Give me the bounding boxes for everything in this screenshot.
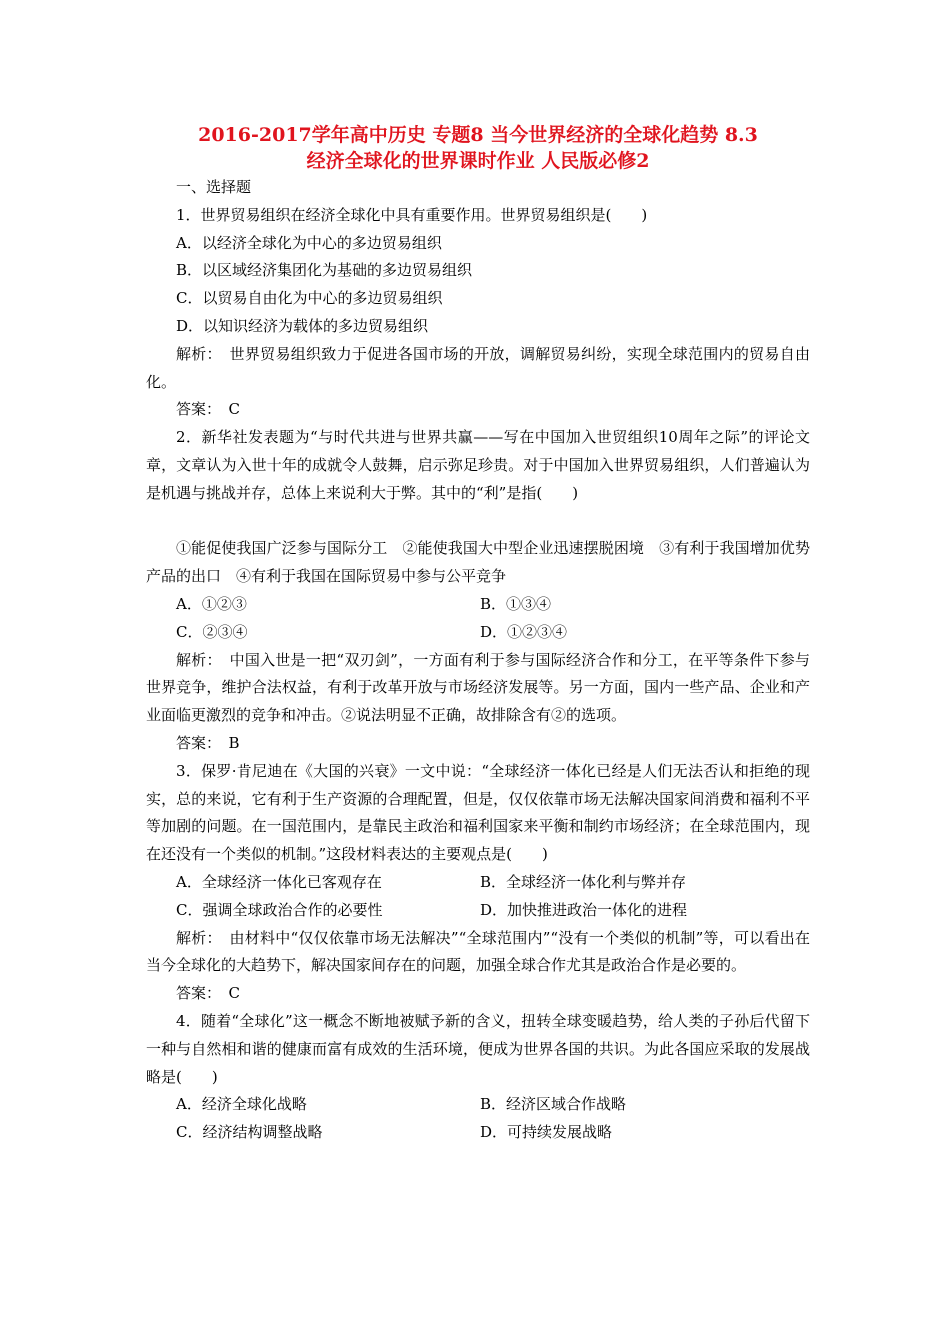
question-1 <box>146 202 810 424</box>
option-row <box>146 1119 810 1147</box>
option-d: D．①②③④ <box>480 622 568 641</box>
question-stem: 2．新华社发表题为“与时代共进与世界共赢——写在中国加入世贸组织10周年之际”的评论文章，文章认为入世十年的成就令人鼓舞，启示弥足珍贵。对于中国加入世界贸易组织，人们普遍认为是机遇与挑战并存，总体上来说利大于弊。其中的“利”是指( ) <box>146 428 810 502</box>
document-page <box>146 122 810 1147</box>
analysis: 解析： 由材料中“仅仅依靠市场无法解决”“全球范围内”“没有一个类似的机制”等，可以看出在当今全球化的大趋势下，解决国家间存在的问题，加强全球合作尤其是政治合作是必要的。 <box>146 928 810 975</box>
option-d: D．可持续发展战略 <box>480 1123 613 1142</box>
option-d: D．以知识经济为载体的多边贸易组织 <box>176 316 429 335</box>
question-stem: 4．随着“全球化”这一概念不断地被赋予新的含义，扭转全球变暖趋势，给人类的子孙后代留下一种与自然相和谐的健康而富有成效的生活环境，便成为世界各国的共识。为此各国应采取的发展战略是( ) <box>146 1011 810 1086</box>
option-row <box>146 619 810 647</box>
answer: 答案： C <box>176 984 240 1003</box>
option-row <box>146 897 810 925</box>
option-b: B．全球经济一体化利与弊并存 <box>480 872 687 891</box>
question-4 <box>146 1008 810 1147</box>
analysis: 解析： 世界贸易组织致力于促进各国市场的开放，调解贸易纠纷，实现全球范围内的贸易自由化。 <box>146 344 810 391</box>
analysis: 解析： 中国入世是一把“双刃剑”，一方面有利于参与国际经济合作和分工，在平等条件下参与世界竞争，维护合法权益，有利于改革开放与市场经济发展等。另一方面，国内一些产品、企业和产业面临更激烈的竞争和冲击。②说法明显不正确，故排除含有②的选项。 <box>146 650 810 725</box>
option-a: A．经济全球化战略 <box>176 1095 307 1114</box>
option-row <box>146 869 810 897</box>
answer: 答案： C <box>176 400 240 419</box>
option-b: B．经济区域合作战略 <box>480 1095 627 1114</box>
option-row <box>146 591 810 619</box>
question-stem: 3．保罗·肯尼迪在《大国的兴衰》一文中说：“全球经济一体化已经是人们无法否认和拒绝的现实，总的来说，它有利于生产资源的合理配置，但是，仅仅依靠市场无法解决国家间消费和福利不平等加剧的问题。在一国范围内，是靠民主政治和福利国家来平衡和制约市场经济；在全球范围内，现在还没有一个类似的机制。”这段材料表达的主要观点是( ) <box>146 761 810 864</box>
question-2 <box>146 424 810 758</box>
title-line-1: 2016-2017学年高中历史 专题8 当今世界经济的全球化趋势 8.3 <box>198 124 758 146</box>
question-stem: 1．世界贸易组织在经济全球化中具有重要作用。世界贸易组织是( ) <box>176 205 648 224</box>
option-b: B．①③④ <box>480 594 552 613</box>
section-heading: 一、选择题 <box>176 178 252 196</box>
option-a: A．以经济全球化为中心的多边贸易组织 <box>176 233 442 252</box>
option-row <box>146 1091 810 1119</box>
option-c: C．经济结构调整战略 <box>176 1123 323 1142</box>
document-title <box>142 122 814 174</box>
option-c: C．②③④ <box>176 622 248 641</box>
option-d: D．加快推进政治一体化的进程 <box>480 900 688 919</box>
title-line-2: 经济全球化的世界课时作业 人民版必修2 <box>306 150 650 172</box>
option-a: A．全球经济一体化已客观存在 <box>176 872 382 891</box>
answer: 答案： B <box>176 733 240 752</box>
option-a: A．①②③ <box>176 594 247 613</box>
question-3 <box>146 758 810 1008</box>
question-items: ①能促使我国广泛参与国际分工 ②能使我国大中型企业迅速摆脱困境 ③有利于我国增加优势产品的出口 ④有利于我国在国际贸易中参与公平竞争 <box>146 539 810 586</box>
option-b: B．以区域经济集团化为基础的多边贸易组织 <box>176 261 473 280</box>
option-c: C．强调全球政治合作的必要性 <box>176 900 383 919</box>
option-c: C．以贸易自由化为中心的多边贸易组织 <box>176 289 443 308</box>
